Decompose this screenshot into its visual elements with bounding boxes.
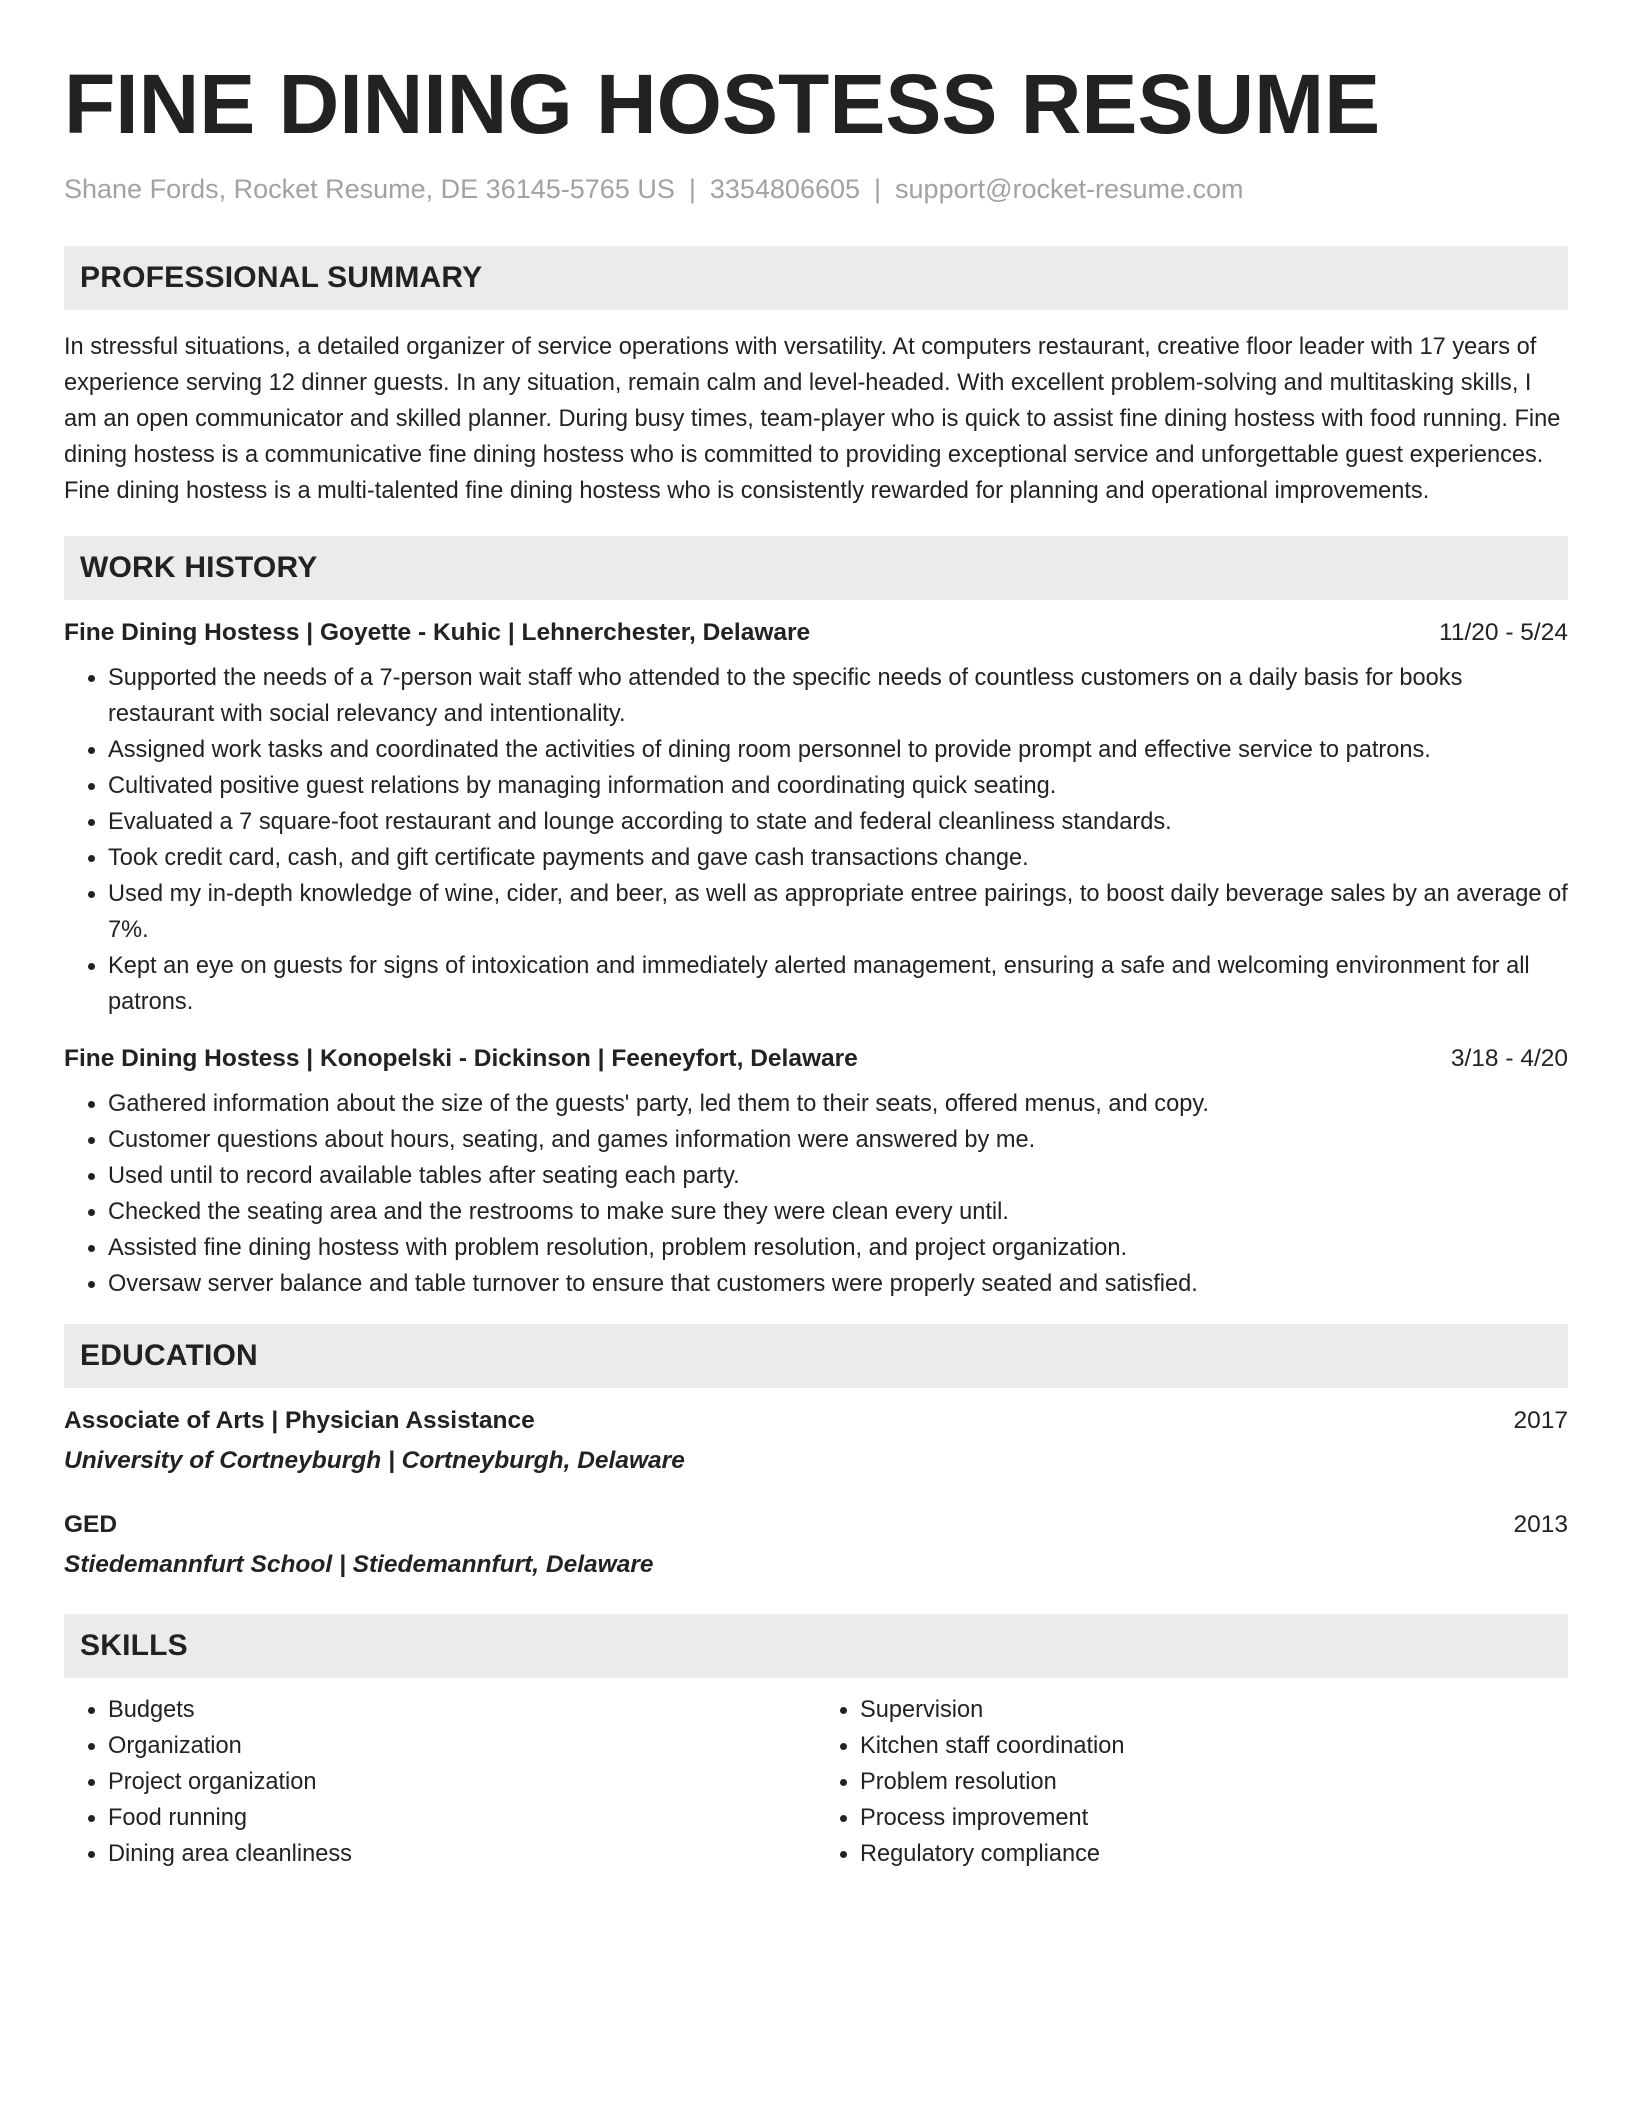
skill-item: • Process improvement [860, 1800, 1568, 1836]
contact-separator: | [874, 174, 882, 204]
job-entry [64, 1042, 1568, 1302]
skills-list-right [816, 1692, 1568, 1872]
job-bullet: • Gathered information about the size of the guests' party, led them to their seats, offered menus, and copy. [108, 1086, 1568, 1122]
contact-phone: 3354806605 [709, 174, 861, 204]
contact-address: Shane Fords, Rocket Resume, DE 36145-5765 US [64, 174, 675, 204]
skills-list-left [64, 1692, 816, 1872]
skill-item: • Supervision [860, 1692, 1568, 1728]
job-bullet: • Used my in-depth knowledge of wine, cider, and beer, as well as appropriate entree pairings, to boost daily beverage sales by an average of 7%. [108, 876, 1568, 948]
job-header [64, 1042, 1568, 1076]
job-bullet: • Assigned work tasks and coordinated the activities of dining room personnel to provide prompt and effective service to patrons. [108, 732, 1568, 768]
skill-item: • Problem resolution [860, 1764, 1568, 1800]
skill-item: • Food running [108, 1800, 816, 1836]
job-entry [64, 616, 1568, 1020]
skill-item: • Budgets [108, 1692, 816, 1728]
job-bullet: • Customer questions about hours, seating, and games information were answered by me. [108, 1122, 1568, 1158]
education-header [64, 1404, 1568, 1438]
section-heading-summary: PROFESSIONAL SUMMARY [64, 246, 1568, 310]
education-year: 2013 [1513, 1511, 1568, 1538]
education-header [64, 1508, 1568, 1542]
education-degree: GED [64, 1511, 118, 1538]
skill-item: • Kitchen staff coordination [860, 1728, 1568, 1764]
job-bullet: • Cultivated positive guest relations by managing information and coordinating quick seating. [108, 768, 1568, 804]
skill-item: • Organization [108, 1728, 816, 1764]
section-heading-education: EDUCATION [64, 1324, 1568, 1388]
job-bullet: • Assisted fine dining hostess with problem resolution, problem resolution, and project organization. [108, 1230, 1568, 1266]
education-degree: Associate of Arts | Physician Assistance [64, 1407, 535, 1434]
job-bullet: • Took credit card, cash, and gift certificate payments and gave cash transactions change. [108, 840, 1568, 876]
resume-title: FINE DINING HOSTESS RESUME [64, 57, 1381, 151]
job-dates: 11/20 - 5/24 [1439, 619, 1568, 646]
contact-separator: | [688, 174, 696, 204]
job-header [64, 616, 1568, 650]
skill-item: • Dining area cleanliness [108, 1836, 816, 1872]
section-heading-skills: SKILLS [64, 1614, 1568, 1678]
job-bullet: • Evaluated a 7 square-foot restaurant and lounge according to state and federal cleanliness standards. [108, 804, 1568, 840]
education-school: University of Cortneyburgh | Cortneyburgh, Delaware [64, 1447, 685, 1474]
summary-text: In stressful situations, a detailed organizer of service operations with versatility. At computers restaurant, creative floor leader with 17 years of experience serving 12 dinner guests. In any situation, remain calm and level-headed. With excellent problem-solving and multitasking skills, I am an open communicator and skilled planner. During busy times, team-player who is quick to assist fine dining hostess with food running. Fine dining hostess is a communicative fine dining hostess who is committed to providing exceptional service and unforgettable guest experiences. Fine dining hostess is a multi-talented fine dining hostess who is consistently rewarded for planning and operational improvements. [64, 334, 1561, 504]
job-title: Fine Dining Hostess | Goyette - Kuhic | Lehnerchester, Delaware [64, 619, 811, 646]
skill-item: • Regulatory compliance [860, 1836, 1568, 1872]
section-heading-work-history: WORK HISTORY [64, 536, 1568, 600]
job-bullet: • Oversaw server balance and table turnover to ensure that customers were properly seated and satisfied. [108, 1266, 1568, 1302]
job-bullet: • Supported the needs of a 7-person wait staff who attended to the specific needs of countless customers on a daily basis for books restaurant with social relevancy and intentionality. [108, 660, 1568, 732]
contact-line [64, 172, 1568, 206]
education-school: Stiedemannfurt School | Stiedemannfurt, Delaware [64, 1551, 654, 1578]
job-bullets [64, 1086, 1568, 1302]
job-bullet: • Checked the seating area and the restrooms to make sure they were clean every until. [108, 1194, 1568, 1230]
skills-columns [64, 1692, 1568, 1872]
contact-email: support@rocket-resume.com [895, 174, 1244, 204]
job-bullets [64, 660, 1568, 1020]
job-bullet: • Used until to record available tables after seating each party. [108, 1158, 1568, 1194]
job-dates: 3/18 - 4/20 [1450, 1045, 1568, 1072]
job-title: Fine Dining Hostess | Konopelski - Dickinson | Feeneyfort, Delaware [64, 1045, 858, 1072]
education-year: 2017 [1513, 1407, 1568, 1434]
skill-item: • Project organization [108, 1764, 816, 1800]
job-bullet: • Kept an eye on guests for signs of intoxication and immediately alerted management, ensuring a safe and welcoming environment for all patrons. [108, 948, 1568, 1020]
education-entry [64, 1508, 1568, 1582]
education-entry [64, 1404, 1568, 1478]
